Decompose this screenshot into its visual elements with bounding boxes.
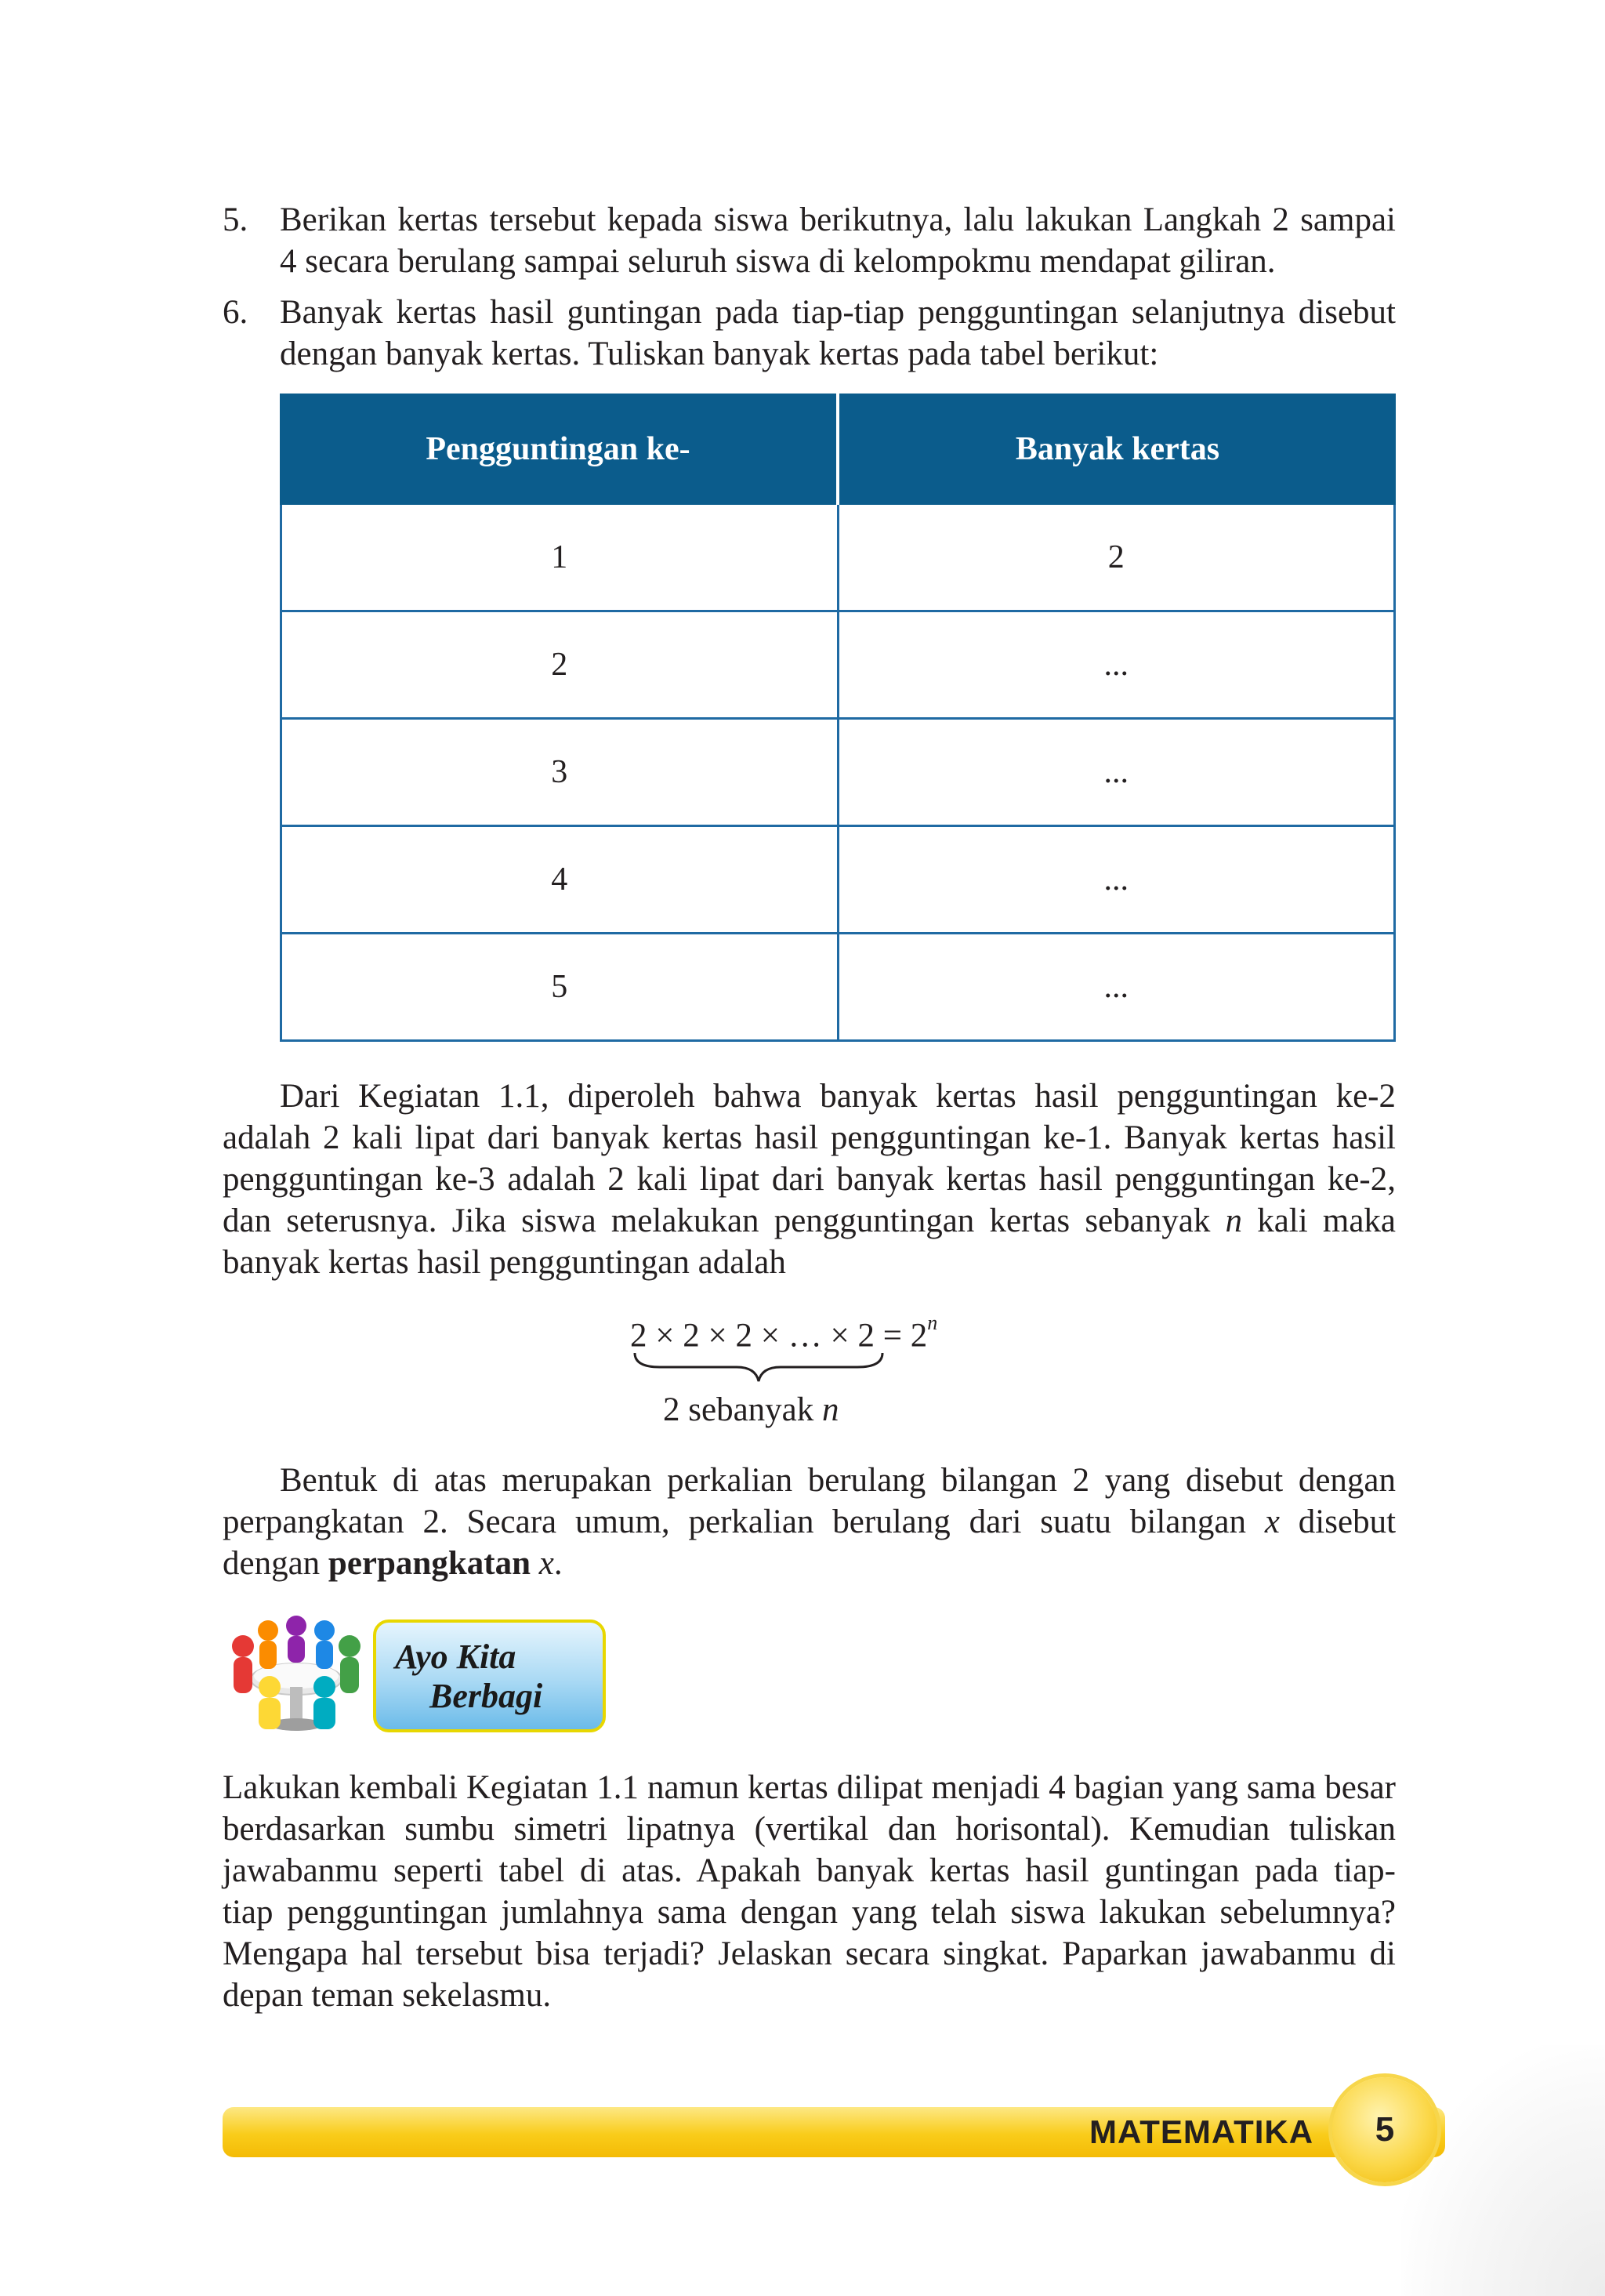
column-header: Pengguntingan ke- — [426, 431, 690, 467]
table-cell: ... — [837, 612, 1394, 717]
paragraph-line: dengan perpangkatan x. — [223, 1545, 563, 1582]
paper-count-table — [280, 394, 1396, 1042]
table-row — [280, 505, 1396, 612]
table-cell: 2 — [551, 647, 568, 683]
step-line: dengan banyak kertas. Tuliskan banyak kertas pada tabel berikut: — [280, 336, 1159, 372]
table-cell: 4 — [551, 861, 568, 898]
paragraph-line: Lakukan kembali Kegiatan 1.1 namun kertas dilipat menjadi 4 bagian yang sama besar — [223, 1769, 1396, 1806]
variable-n: n — [1225, 1202, 1243, 1239]
step-line: Banyak kertas hasil guntingan pada tiap-tiap pengguntingan selanjutnya disebut — [280, 294, 1396, 331]
table-row — [280, 827, 1396, 934]
underbrace-label: 2 sebanyak n — [663, 1391, 839, 1428]
table-cell: ... — [837, 827, 1394, 932]
footer-book-title: MATEMATIKA — [1089, 2113, 1314, 2150]
table-cell: 5 — [551, 969, 568, 1005]
ayo-kita-berbagi-badge — [373, 1620, 606, 1732]
paragraph-line: Bentuk di atas merupakan perkalian berulang bilangan 2 yang disebut dengan — [280, 1462, 1396, 1499]
paragraph-line: tiap pengguntingan jumlahnya sama dengan yang telah siswa lakukan sebelumnya? — [223, 1894, 1396, 1931]
paragraph-line: depan teman sekelasmu. — [223, 1977, 552, 2014]
paragraph-line: banyak kertas hasil pengguntingan adalah — [223, 1244, 786, 1281]
badge-title-line: Berbagi — [429, 1677, 543, 1715]
paragraph-line: Dari Kegiatan 1.1, diperoleh bahwa banyak kertas hasil pengguntingan ke-2 — [280, 1078, 1396, 1115]
step-number: 6. — [223, 294, 248, 331]
paragraph-line: jawabanmu seperti tabel di atas. Apakah banyak kertas hasil guntingan pada tiap- — [223, 1852, 1396, 1889]
paragraph-line: pengguntingan ke-3 adalah 2 kali lipat dari banyak kertas hasil pengguntingan ke-2, — [223, 1161, 1396, 1198]
power-formula: 2 × 2 × 2 × … × $2 = 2^n$ — [630, 1311, 938, 1355]
paragraph-line: perpangkatan 2. Secara umum, perkalian berulang dari suatu bilangan x disebut — [223, 1503, 1397, 1540]
table-cell: 3 — [551, 754, 568, 790]
table-header — [280, 394, 1396, 505]
underbrace-icon — [633, 1350, 884, 1384]
term-perpangkatan: perpangkatan — [328, 1545, 531, 1582]
paragraph-line: Mengapa hal tersebut bisa terjadi? Jelaskan secara singkat. Paparkan jawabanmu di — [223, 1935, 1396, 1972]
step-line: Berikan kertas tersebut kepada siswa berikutnya, lalu lakukan Langkah 2 sampai — [280, 201, 1396, 238]
page-number: 5 — [1375, 2110, 1395, 2149]
badge-title-line: Ayo Kita — [395, 1638, 516, 1676]
step-line: 4 secara berulang sampai seluruh siswa di kelompokmu mendapat giliran. — [280, 243, 1276, 280]
paragraph-line: berdasarkan sumbu simetri lipatnya (vertikal dan horisontal). Kemudian tuliskan — [223, 1811, 1396, 1848]
table-cell: 1 — [551, 539, 568, 575]
page-corner-shade — [1401, 2045, 1605, 2296]
table-row — [280, 934, 1396, 1042]
paragraph-line: dan seterusnya. Jika siswa melakukan pengguntingan kertas sebanyak n kali maka — [223, 1202, 1396, 1239]
table-cell: 2 — [837, 505, 1394, 610]
table-row — [280, 720, 1396, 827]
column-header: Banyak kertas — [836, 394, 1396, 505]
page-number-badge — [1332, 2077, 1437, 2182]
paragraph-line: adalah 2 kali lipat dari banyak kertas hasil pengguntingan ke-1. Banyak kertas hasil — [223, 1119, 1396, 1156]
table-row — [280, 612, 1396, 720]
table-cell: ... — [837, 934, 1394, 1039]
table-cell: ... — [837, 720, 1394, 825]
step-number: 5. — [223, 201, 248, 238]
group-discussion-icon — [223, 1612, 368, 1737]
